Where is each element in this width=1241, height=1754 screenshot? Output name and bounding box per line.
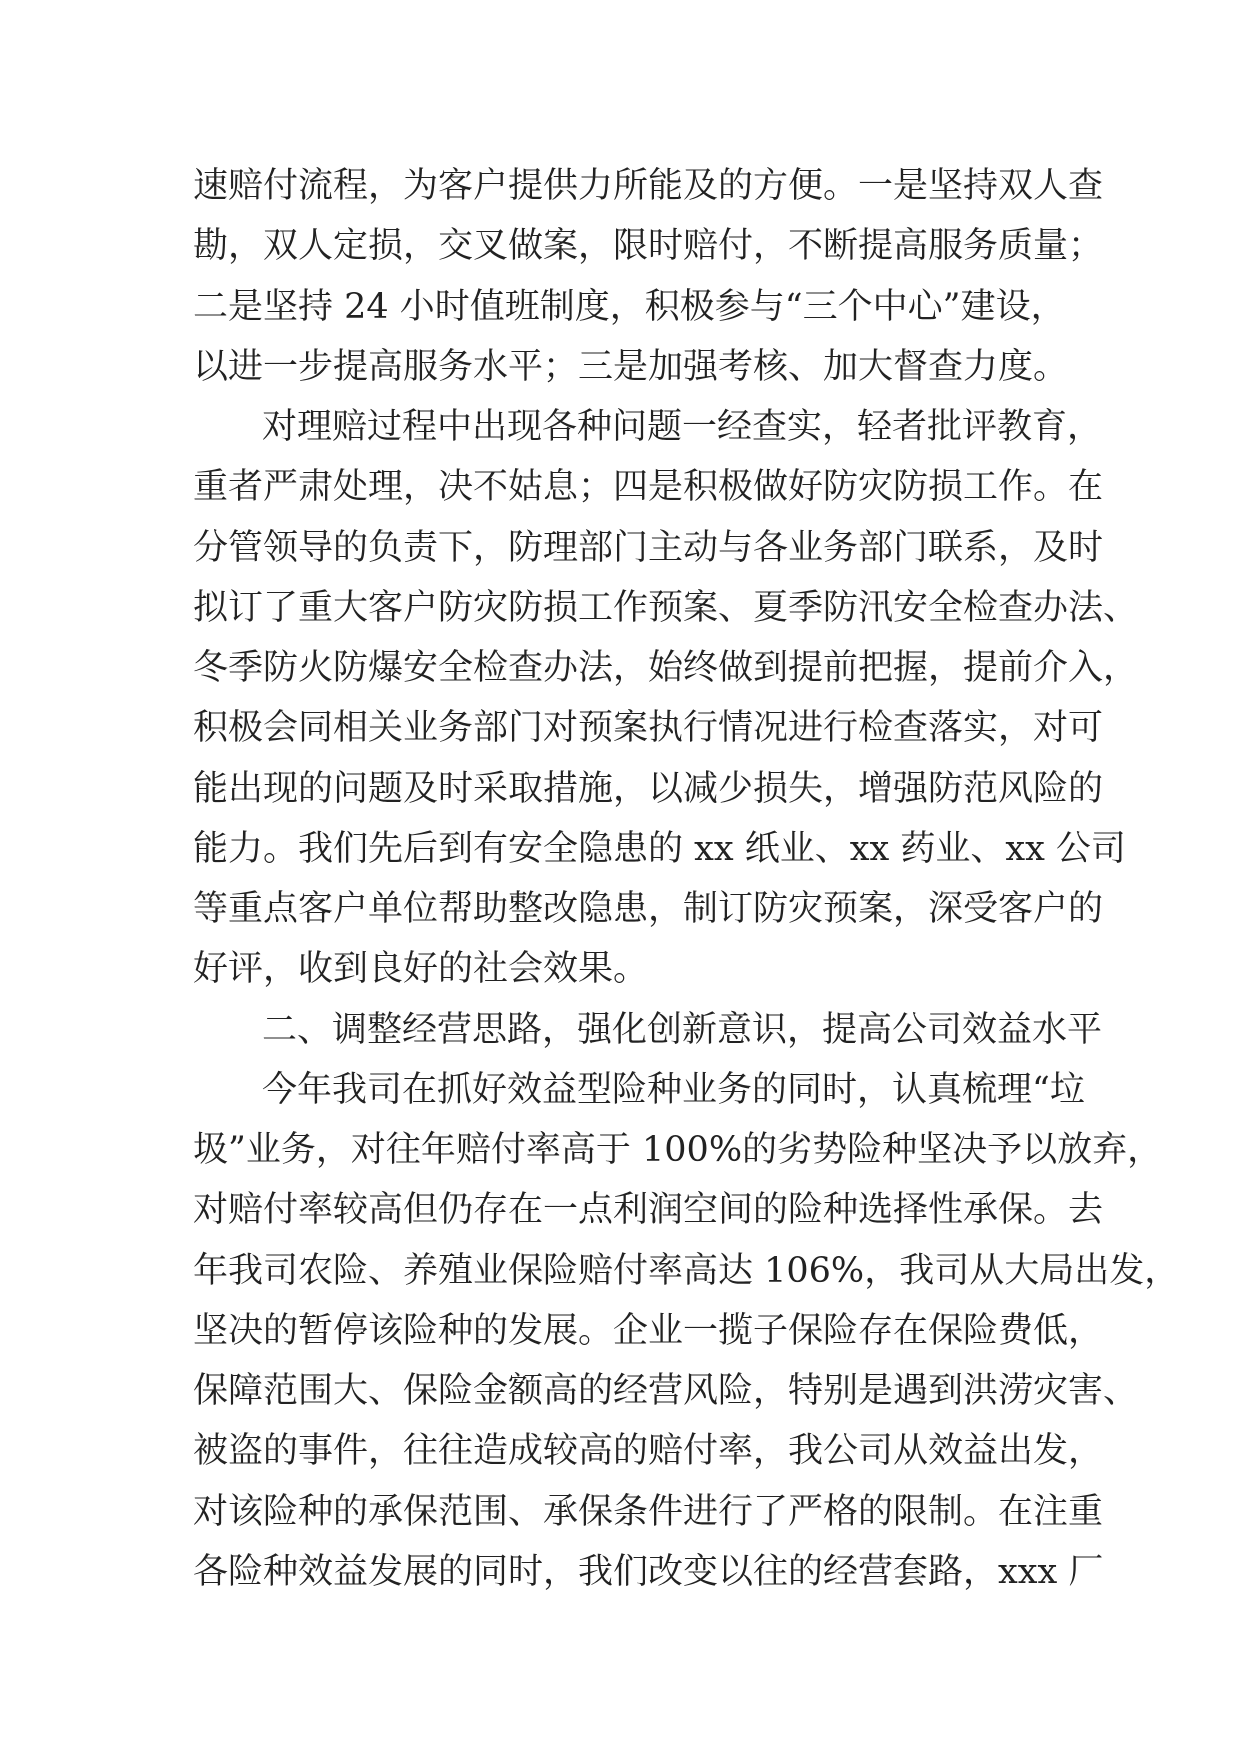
text-line: 圾”业务，对往年赔付率高于 100%的劣势险种坚决予以放弃，: [193, 1130, 1163, 1170]
text-line: 各险种效益发展的同时，我们改变以往的经营套路，xxx 厂: [193, 1552, 1104, 1592]
text-line: 保障范围大、保险金额高的经营风险，特别是遇到洪涝灾害、: [193, 1371, 1139, 1411]
text-line: 以进一步提高服务水平；三是加强考核、加大督查力度。: [193, 347, 1069, 387]
text-line: 冬季防火防爆安全检查办法，始终做到提前把握，提前介入，: [193, 648, 1139, 688]
paragraph-first-line: 今年我司在抓好效益型险种业务的同时，认真梳理“垃: [262, 1070, 1085, 1110]
text-line: 好评，收到良好的社会效果。: [193, 949, 649, 989]
paragraph-first-line: 对理赔过程中出现各种问题一经查实，轻者批评教育，: [262, 407, 1103, 447]
text-line: 坚决的暂停该险种的发展。企业一揽子保险存在保险费低，: [193, 1311, 1104, 1351]
text-line: 等重点客户单位帮助整改隐患，制订防灾预案，深受客户的: [193, 889, 1104, 929]
text-line: 积极会同相关业务部门对预案执行情况进行检查落实，对可: [193, 708, 1104, 748]
text-line: 拟订了重大客户防灾防损工作预案、夏季防汛安全检查办法、: [193, 588, 1139, 628]
text-line: 速赔付流程，为客户提供力所能及的方便。一是坚持双人查: [193, 166, 1104, 206]
text-line: 年我司农险、养殖业保险赔付率高达 106%，我司从大局出发，: [193, 1251, 1180, 1291]
text-line: 对赔付率较高但仍存在一点利润空间的险种选择性承保。去: [193, 1190, 1104, 1230]
text-line: 重者严肃处理，决不姑息；四是积极做好防灾防损工作。在: [193, 467, 1104, 507]
text-line: 能力。我们先后到有安全隐患的 xx 纸业、xx 药业、xx 公司: [193, 829, 1126, 869]
text-line: 二是坚持 24 小时值班制度，积极参与“三个中心”建设，: [193, 287, 1066, 327]
text-line: 分管领导的负责下，防理部门主动与各业务部门联系，及时: [193, 528, 1104, 568]
text-line: 对该险种的承保范围、承保条件进行了严格的限制。在注重: [193, 1492, 1104, 1532]
text-line: 勘，双人定损，交叉做案，限时赔付，不断提高服务质量；: [193, 226, 1104, 266]
text-line: 被盗的事件，往往造成较高的赔付率，我公司从效益出发，: [193, 1431, 1104, 1471]
text-line: 能出现的问题及时采取措施，以减少损失，增强防范风险的: [193, 769, 1104, 809]
section-heading: 二、调整经营思路，强化创新意识，提高公司效益水平: [262, 1010, 1103, 1050]
